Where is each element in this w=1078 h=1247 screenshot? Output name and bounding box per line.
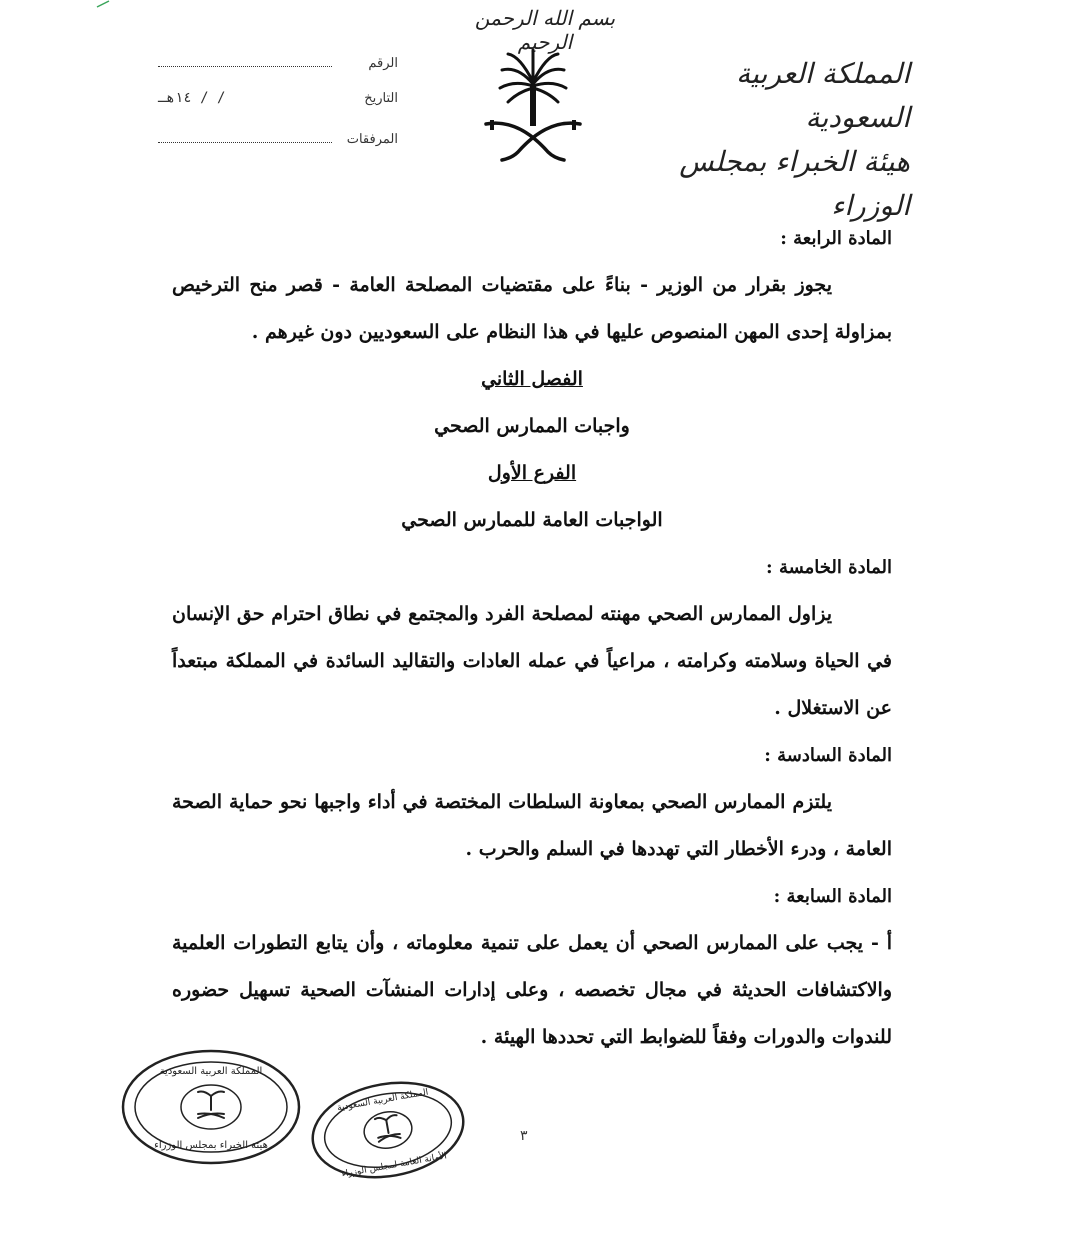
- document-meta-fields: [158, 52, 398, 166]
- section-title-text: الفرع الأول: [487, 462, 577, 484]
- kingdom-name: المملكة العربية السعودية: [736, 57, 910, 134]
- issuing-authority: [630, 52, 910, 228]
- right-stamp-bottom-text: الأمانة العامة لمجلس الوزراء: [340, 1151, 448, 1180]
- date-label: التاريخ: [364, 91, 398, 106]
- left-stamp-top-text: المملكة العربية السعودية: [159, 1066, 263, 1077]
- authority-seal-stamp: [120, 1048, 302, 1166]
- chapter-subtitle: واجبات الممارس الصحي: [434, 415, 630, 437]
- left-stamp-bottom-text: هيئة الخبراء بمجلس الوزراء: [154, 1140, 268, 1151]
- attachments-field: [158, 128, 398, 166]
- article-7-text: أ - يجب على الممارس الصحي أن يعمل على تنمية معلوماته ، وأن يتابع التطورات العلمية والاكتشافات الحديثة في مجال تخصصه ، وعلى إدارات المنشآت الصحية تسهيل حضوره للندوات والدورات وفقاً للضوابط التي تحددها الهيئة .: [172, 932, 892, 1048]
- article-4-text: يجوز بقرار من الوزير - بناءً على مقتضيات المصلحة العامة - قصر منح الترخيص بمزاولة إحدى المهن المنصوص عليها في هذا النظام على السعوديين دون غيرهم .: [172, 274, 892, 343]
- article-5-text: يزاول الممارس الصحي مهنته لمصلحة الفرد والمجتمع في نطاق احترام حق الإنسان في الحياة وسلامته وكرامته ، مراعياً في عمله العادات والتقاليد السائدة في المملكة مبتعداً عن الاستغلال .: [172, 603, 892, 719]
- chapter-title: [172, 356, 892, 403]
- corner-check-mark: [96, 0, 110, 8]
- right-stamp-top-text: المملكة العربية السعودية: [336, 1087, 430, 1114]
- section-title: [172, 450, 892, 497]
- page-number: ٣: [520, 1128, 528, 1144]
- date-value: / / ١٤هـ: [158, 90, 226, 106]
- article-6-title: المادة السادسة :: [764, 745, 892, 766]
- document-body: [172, 215, 892, 1061]
- article-6-text: يلتزم الممارس الصحي بمعاونة السلطات المختصة في أداء واجبها نحو حماية الصحة العامة ، ودرء الأخطار التي تهددها في السلم والحرب .: [172, 791, 892, 860]
- chapter-title-text: الفصل الثاني: [481, 368, 583, 390]
- number-label: الرقم: [368, 56, 398, 71]
- authority-name: هيئة الخبراء بمجلس الوزراء: [679, 145, 910, 222]
- basmala-heading: بسم الله الرحمن الرحيم: [474, 6, 616, 54]
- attachments-label: المرفقات: [346, 132, 398, 147]
- number-field: [158, 52, 398, 90]
- council-seal-stamp: [308, 1078, 468, 1182]
- article-7-title: المادة السابعة :: [773, 886, 892, 907]
- date-field: [158, 90, 398, 128]
- section-subtitle: الواجبات العامة للممارس الصحي: [401, 509, 663, 531]
- number-value: [158, 52, 332, 67]
- attachments-value: [158, 128, 332, 143]
- national-emblem: [478, 48, 588, 172]
- article-5-title: المادة الخامسة :: [766, 557, 892, 578]
- article-4-title: المادة الرابعة :: [780, 228, 892, 249]
